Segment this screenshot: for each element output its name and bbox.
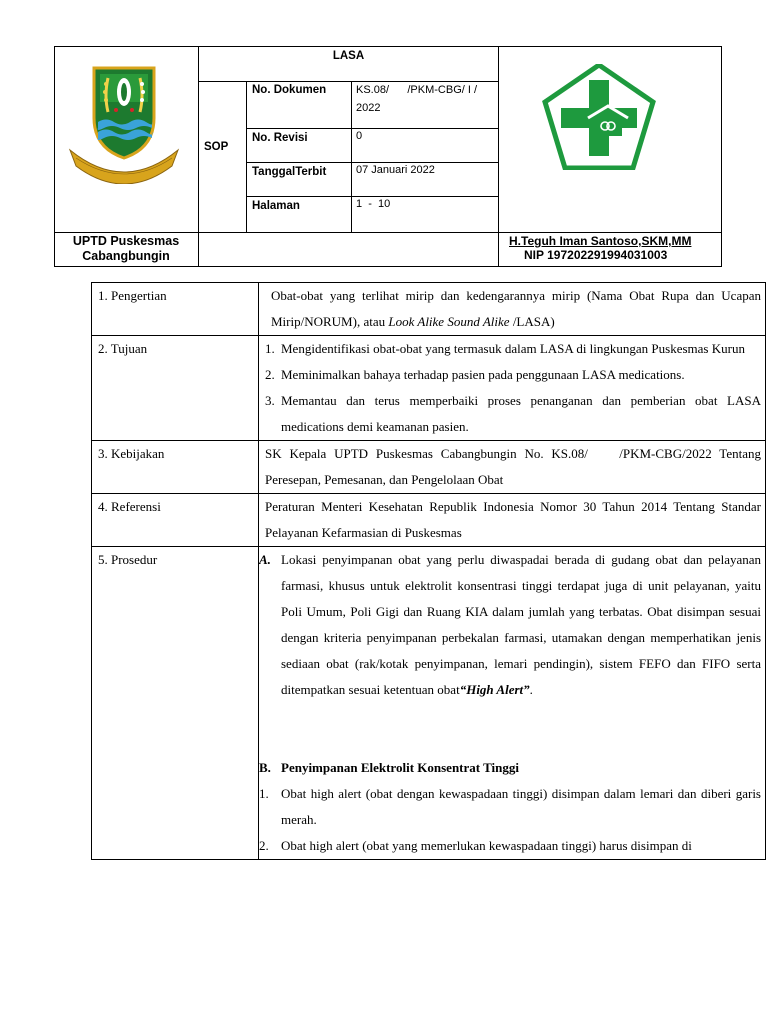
section-procedure <box>259 547 766 860</box>
signer-block <box>509 234 691 262</box>
sop-label: SOP <box>204 141 229 153</box>
org-name <box>54 234 198 264</box>
list-item <box>265 362 761 388</box>
sop-header-table <box>54 46 722 267</box>
list-text: Obat high alert (obat dengan kewaspadaan tinggi) disimpan dalam lemari dan diberi garis merah. <box>281 786 761 827</box>
sop-title: LASA <box>332 50 365 62</box>
procedure-a-end: . <box>529 682 533 697</box>
section-row-definition <box>92 283 766 336</box>
section-row-procedure <box>92 547 766 860</box>
list-text: Mengidentifikasi obat-obat yang termasuk dalam LASA di lingkungan Puskesmas Kurun <box>281 341 745 356</box>
definition-text-end: /LASA) <box>509 314 555 329</box>
org-name-line1: UPTD Puskesmas <box>72 234 180 248</box>
field-label-page: Halaman <box>252 200 300 212</box>
section-label: 3. Kebijakan <box>92 441 259 494</box>
procedure-a-emphasis: “High Alert” <box>459 682 530 697</box>
list-number: 2. <box>265 367 275 382</box>
list-text: Meminimalkan bahaya terhadap pasien pada penggunaan LASA medications. <box>281 367 685 382</box>
list-item <box>265 388 761 440</box>
section-definition-text <box>259 283 766 336</box>
section-reference-text: Peraturan Menteri Kesehatan Republik Indonesia Nomor 30 Tahun 2014 Tentang Standar Pelayanan Kefarmasian di Puskesmas <box>259 494 766 547</box>
definition-text-plain: Obat-obat yang terlihat mirip dan kedengarannya mirip (Nama Obat Rupa dan Ucapan Mirip/NORUM), atau <box>271 288 761 329</box>
signer-nip: NIP 197202291994031003 <box>524 248 668 262</box>
list-item <box>259 833 761 859</box>
list-item <box>265 336 761 362</box>
list-number: 1. <box>259 786 269 801</box>
section-objectives <box>259 336 766 441</box>
field-value-revision: 0 <box>356 130 363 142</box>
procedure-letter: A. <box>259 552 271 567</box>
list-number: 2. <box>259 838 269 853</box>
section-policy-text: SK Kepala UPTD Puskesmas Cabangbungin No. KS.08/ /PKM-CBG/2022 Tentang Peresepan, Pemesanan, dan Pengelolaan Obat <box>259 441 766 494</box>
field-label-revision: No. Revisi <box>252 132 308 144</box>
field-value-page: 1 - 10 <box>356 198 391 210</box>
org-name-line2: Cabangbungin <box>82 249 170 263</box>
procedure-a-text <box>281 547 761 703</box>
list-item <box>259 781 761 833</box>
regional-emblem-logo <box>68 62 180 184</box>
section-row-reference <box>92 494 766 547</box>
sop-content-table <box>91 282 766 860</box>
procedure-a-body: Lokasi penyimpanan obat yang perlu diwaspadai berada di gudang obat dan pelayanan farmasi, khusus untuk elektrolit konsentrasi tinggi terdapat juga di unit pelayanan, yaitu Poli Umum, Poli Gigi dan Ruang KIA dalam jumlah yang terbatas. Obat disimpan sesuai dengan kriteria penyimpanan perbekalan farmasi, utamakan dengan memperhatikan jenis sediaan obat (rak/kotak penyimpanan, lemari pendingin), sistem FEFO dan FIFO serta ditempatkan sesuai ketentuan obat <box>281 552 761 697</box>
section-label: 4. Referensi <box>92 494 259 547</box>
section-label: 2. Tujuan <box>92 336 259 441</box>
procedure-item-a <box>259 547 761 703</box>
list-text: Memantau dan terus memperbaiki proses penanganan dan pemberian obat LASA medications demi keamanan pasien. <box>281 393 761 434</box>
section-row-policy <box>92 441 766 494</box>
list-text: Obat high alert (obat yang memerlukan kewaspadaan tinggi) harus disimpan di <box>281 838 692 853</box>
field-label-issue-date: TanggalTerbit <box>252 166 327 178</box>
signer-name: H.Teguh Iman Santoso,SKM,MM <box>509 234 692 248</box>
list-number: 3. <box>265 393 275 408</box>
section-label: 5. Prosedur <box>92 547 259 860</box>
field-label-document-number: No. Dokumen <box>252 84 327 96</box>
list-number: 1. <box>265 341 275 356</box>
procedure-item-b-title <box>259 755 761 781</box>
field-value-issue-date: 07 Januari 2022 <box>356 164 435 176</box>
section-label: 1. Pengertian <box>92 283 259 336</box>
procedure-letter: B. <box>259 760 271 775</box>
procedure-b-title: Penyimpanan Elektrolit Konsentrat Tinggi <box>281 760 520 775</box>
puskesmas-logo <box>542 64 656 170</box>
spacer <box>259 703 761 755</box>
definition-text-italic: Look Alike Sound Alike <box>388 314 510 329</box>
section-row-objectives <box>92 336 766 441</box>
field-value-document-number: KS.08/ /PKM-CBG/ I / 2022 <box>356 84 481 114</box>
